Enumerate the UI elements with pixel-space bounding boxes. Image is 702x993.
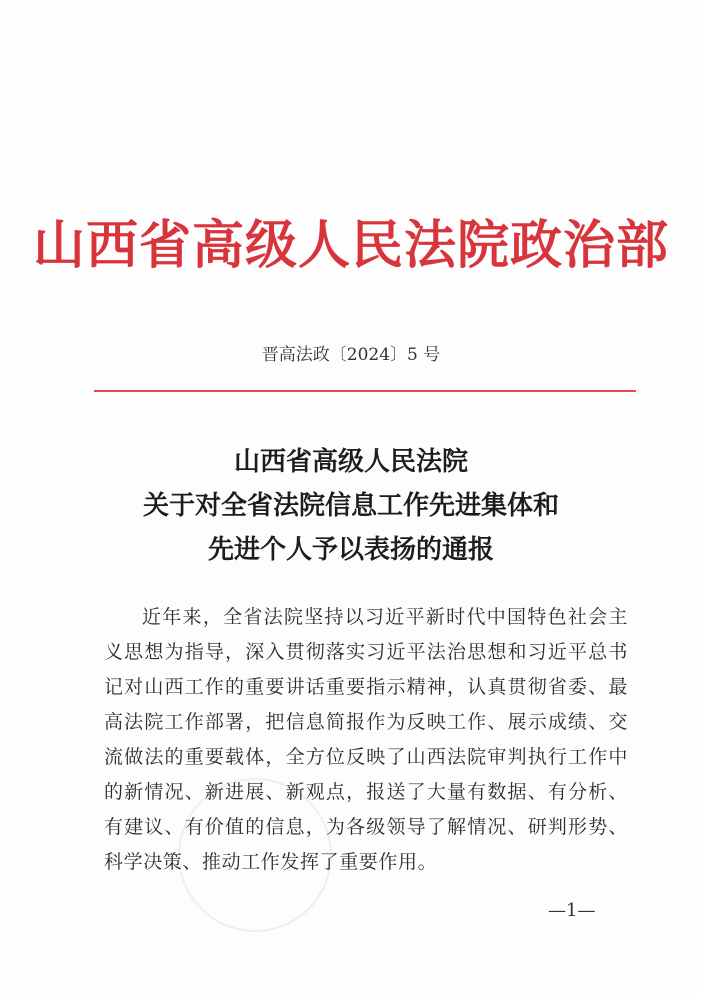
title-line-3: 先进个人予以表扬的通报 bbox=[207, 535, 494, 565]
page-number: —1— bbox=[548, 900, 596, 921]
issuer-heading: 山西省高级人民法院政治部 bbox=[32, 215, 669, 276]
title-line-2: 关于对全省法院信息工作先进集体和 bbox=[142, 491, 559, 521]
red-divider-line bbox=[94, 390, 636, 392]
body-paragraph: 近年来，全省法院坚持以习近平新时代中国特色社会主义思想为指导，深入贯彻落实习近平法治思想和习近平总书记对山西工作的重要讲话重要指示精神，认真贯彻省委、最高法院工作部署，把信息简报作为反映工作、展示成绩、交流做法的重要载体，全方位反映了山西法院审判执行工作中的新情况、新进展、新观点，报送了大量有数据、有分析、有建议、有价值的信息，为各级领导了解情况、研判形势、科学决策、推动工作发挥了重要作用。 bbox=[104, 606, 628, 873]
document-number: 晋高法政〔2024〕5 号 bbox=[261, 345, 441, 365]
notice-title bbox=[0, 440, 702, 572]
title-line-1: 山西省高级人民法院 bbox=[233, 447, 468, 477]
